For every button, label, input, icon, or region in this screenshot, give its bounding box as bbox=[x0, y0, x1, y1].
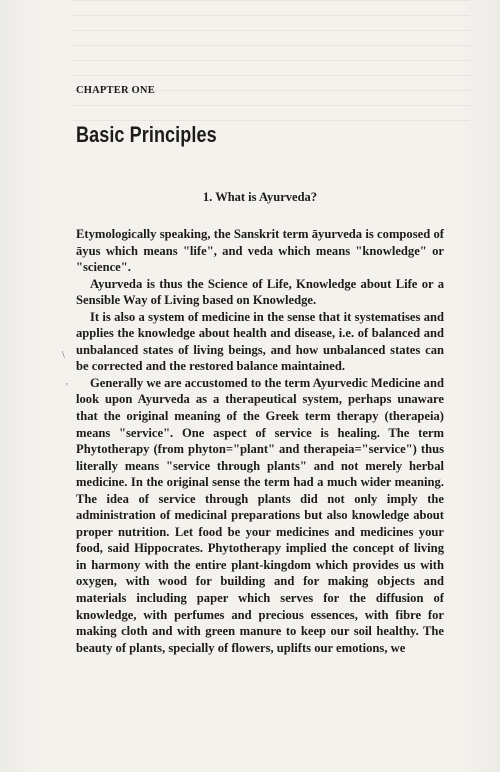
margin-tick-mark: \ bbox=[62, 350, 65, 361]
chapter-title: Basic Principles bbox=[76, 122, 217, 147]
section-title: 1. What is Ayurveda? bbox=[202, 190, 318, 204]
paragraph: It is also a system of medicine in the sense that it systematises and applies the knowledge about health and disease, i.e. of balanced and unbalanced states of living beings, and how unbalanced states can be corrected and the restored balance maintained. bbox=[76, 309, 444, 374]
body-text bbox=[76, 226, 444, 656]
paragraph: Etymologically speaking, the Sanskrit term āyurveda is composed of āyus which means "life", and veda which means "knowledge" or "science". bbox=[76, 227, 444, 275]
show-through-text bbox=[70, 0, 470, 130]
margin-tick-mark: ' bbox=[66, 382, 68, 393]
chapter-label: CHAPTER ONE bbox=[76, 85, 155, 96]
paragraph: Ayurveda is thus the Science of Life, Knowledge about Life or a Sensible Way of Living based on Knowledge. bbox=[76, 276, 444, 308]
paragraph: Generally we are accustomed to the term Ayurvedic Medicine and look upon Ayurveda as a therapeutical system, perhaps unaware that the original meaning of the Greek term therapy (therapeia) means "service". One aspect of service is healing. The term Phytotherapy (from phyton="plant" and therapeia="service") thus literally means "service through plants" and not merely herbal medicine. In the original sense the term had a much wider meaning. The idea of service through plants did not only imply the administration of medicinal preparations but also knowledge about proper nutrition. Let food be your medicines and medicines your food, said Hippocrates. Phytotherapy implied the concept of living in harmony with the entire plant-kingdom which provides us with oxygen, with wood for building and for making objects and materials including paper which serves for the diffusion of knowledge, with perfumes and precious essences, with fibre for making cloth and with green manure to keep our soil healthy. The beauty of plants, specially of flowers, uplifts our emotions, we bbox=[76, 375, 444, 655]
